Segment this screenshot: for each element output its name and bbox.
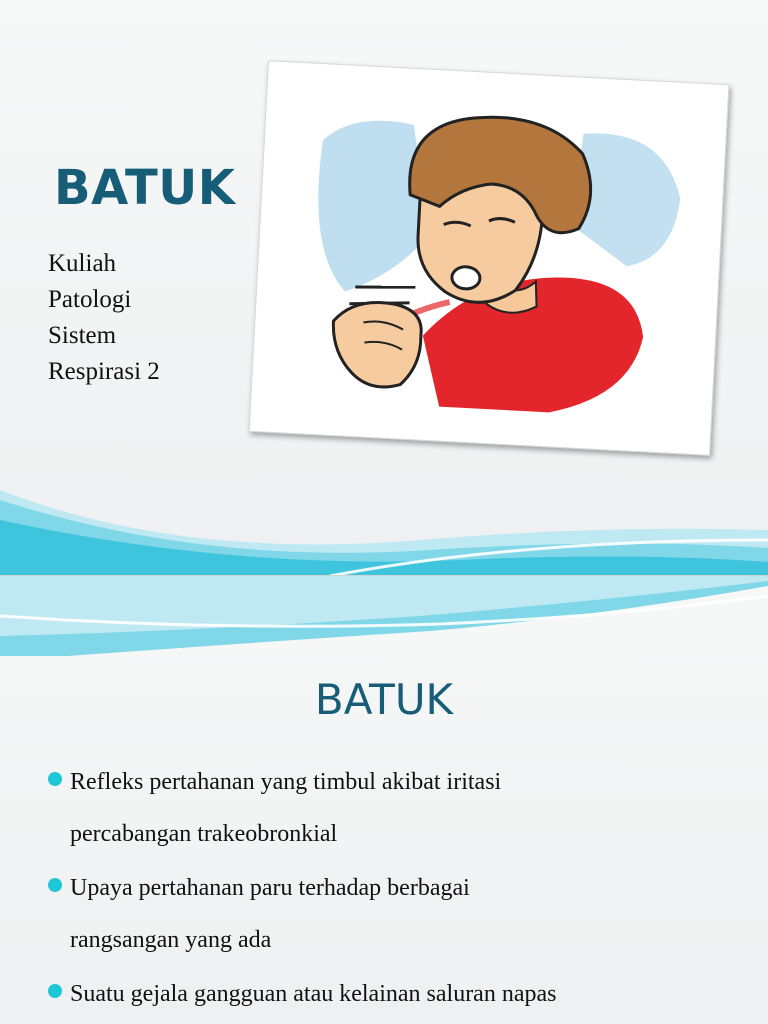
coughing-boy-illustration xyxy=(269,78,710,436)
decorative-wave xyxy=(0,470,768,576)
subtitle-line: Kuliah xyxy=(48,250,117,277)
bullet-text: Upaya pertahanan paru terhadap berbagai xyxy=(70,875,470,901)
slide-2 xyxy=(0,576,768,1024)
coughing-boy-image xyxy=(249,60,730,456)
bullet-text: percabangan trakeobronkial xyxy=(70,821,338,847)
slide-title: BATUK xyxy=(314,675,454,724)
bullet-list xyxy=(46,756,746,1022)
subtitle-line: Sistem xyxy=(48,322,117,349)
list-item xyxy=(46,968,746,1020)
bullet-icon xyxy=(48,984,62,998)
slide-subtitle xyxy=(48,246,160,390)
bullet-text: Refleks pertahanan yang timbul akibat iritasi xyxy=(70,769,502,795)
list-item xyxy=(46,756,746,860)
subtitle-line: Respirasi 2 xyxy=(48,358,160,385)
slide-title: BATUK xyxy=(54,160,236,216)
bullet-text: Suatu gejala gangguan atau kelainan saluran napas xyxy=(70,981,557,1007)
decorative-wave xyxy=(0,576,768,656)
bullet-icon xyxy=(48,878,62,892)
subtitle-line: Patologi xyxy=(48,286,132,313)
bullet-text: rangsangan yang ada xyxy=(70,927,272,953)
bullet-icon xyxy=(48,772,62,786)
list-item xyxy=(46,862,746,966)
